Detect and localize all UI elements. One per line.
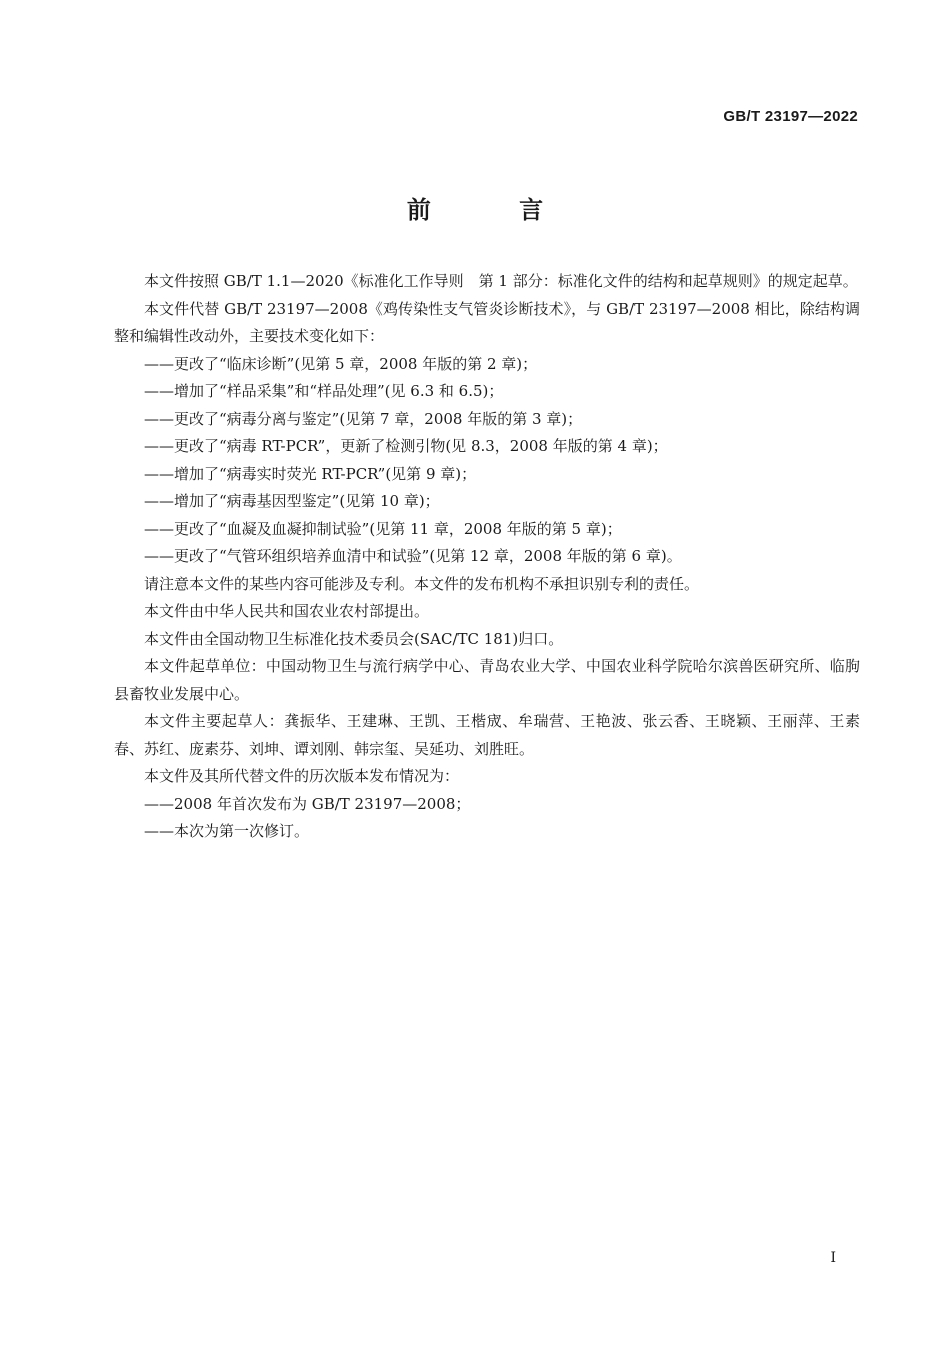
paragraph-drafting-units: 本文件起草单位：中国动物卫生与流行病学中心、青岛农业大学、中国农业科学院哈尔滨兽医研究所、临朐县畜牧业发展中心。	[114, 657, 860, 703]
paragraph-history-intro: 本文件及其所代替文件的历次版本发布情况为：	[144, 767, 460, 785]
history-item: ——本次为第一次修订。	[144, 822, 310, 840]
standard-code: GB/T 23197—2022	[723, 108, 858, 125]
foreword-body	[114, 268, 860, 846]
change-item: ——更改了“临床诊断”(见第 5 章，2008 年版的第 2 章)；	[144, 354, 538, 373]
change-item: ——更改了“病毒分离与鉴定”(见第 7 章，2008 年版的第 3 章)；	[144, 409, 583, 428]
change-item: ——增加了“病毒实时荧光 RT-PCR”(见第 9 章)；	[144, 464, 477, 483]
history-item: ——2008 年首次发布为 GB/T 23197—2008；	[144, 794, 471, 813]
paragraph-patent-notice: 请注意本文件的某些内容可能涉及专利。本文件的发布机构不承担识别专利的责任。	[144, 574, 700, 593]
change-item: ——更改了“气管环组织培养血清中和试验”(见第 12 章，2008 年版的第 6 章)。	[144, 547, 682, 565]
paragraph-drafters: 本文件主要起草人：龚振华、王建琳、王凯、王楷宬、牟瑞营、王艳波、张云香、王晓颖、王丽萍、王素春、苏红、庞素芬、刘坤、谭刘刚、韩宗玺、吴延功、刘胜旺。	[114, 712, 860, 758]
change-item: ——更改了“病毒 RT-PCR”，更新了检测引物(见 8.3，2008 年版的第 4 章)；	[144, 437, 668, 455]
page-title: 前 言	[406, 196, 584, 224]
change-item: ——增加了“样品采集”和“样品处理”(见 6.3 和 6.5)；	[144, 382, 504, 400]
paragraph-proposer: 本文件由中华人民共和国农业农村部提出。	[144, 602, 430, 620]
paragraph-drafting-rules: 本文件按照 GB/T 1.1—2020《标准化工作导则 第 1 部分：标准化文件的结构和起草规则》的规定起草。	[144, 272, 858, 290]
paragraph-committee: 本文件由全国动物卫生标准化技术委员会(SAC/TC 181)归口。	[144, 629, 564, 648]
paragraph-replacement: 本文件代替 GB/T 23197—2008《鸡传染性支气管炎诊断技术》，与 GB/T 23197—2008 相比，除结构调整和编辑性改动外，主要技术变化如下：	[114, 299, 860, 345]
change-item: ——增加了“病毒基因型鉴定”(见第 10 章)；	[144, 492, 440, 510]
page-number: I	[830, 1250, 836, 1266]
change-item: ——更改了“血凝及血凝抑制试验”(见第 11 章，2008 年版的第 5 章)；	[144, 519, 622, 538]
